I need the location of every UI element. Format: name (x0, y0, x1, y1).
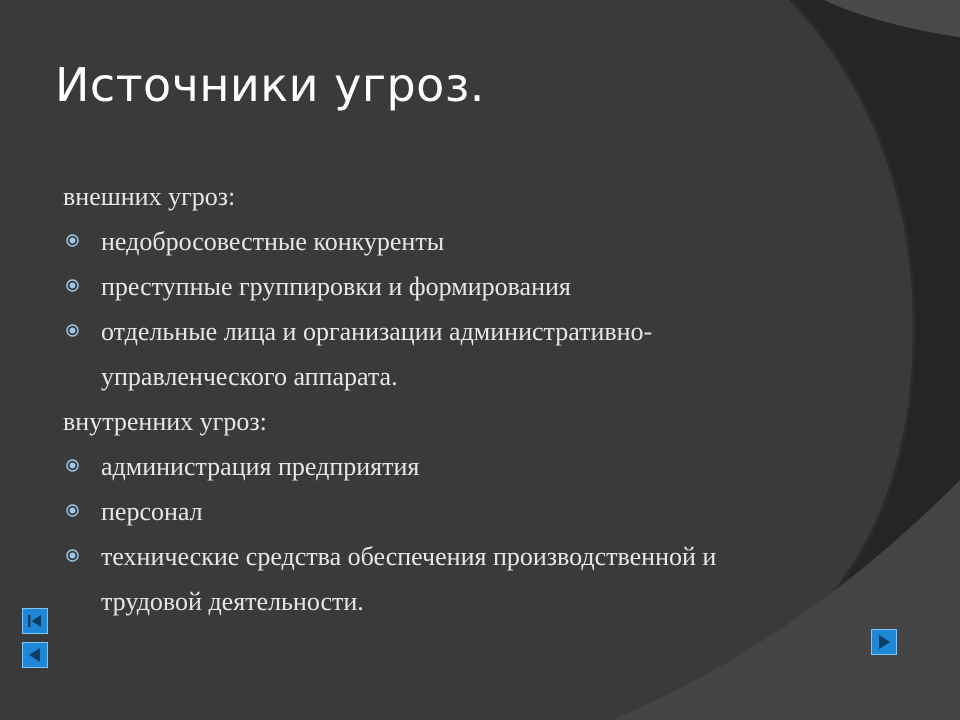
next-slide-icon (871, 629, 897, 655)
section-heading-internal: внутренних угроз: (63, 407, 267, 436)
first-slide-icon (22, 608, 48, 634)
circle-bullet-icon (66, 279, 79, 292)
list-item-text: преступные группировки и формирования (101, 272, 571, 301)
list-item (63, 264, 823, 309)
external-threats-list (63, 219, 823, 399)
previous-slide-icon (22, 642, 48, 668)
slide-title: Источники угроз. (55, 58, 485, 112)
list-item (63, 534, 823, 624)
circle-bullet-icon (66, 504, 79, 517)
circle-bullet-icon (66, 549, 79, 562)
list-item-text: администрация предприятия (101, 452, 420, 481)
list-item (63, 489, 823, 534)
list-item-text: недобросовестные конкуренты (101, 227, 445, 256)
slide-content (63, 174, 823, 624)
internal-threats-list (63, 444, 823, 624)
next-slide-button[interactable] (871, 629, 897, 655)
list-item (63, 309, 823, 399)
section-heading-external: внешних угроз: (63, 182, 236, 211)
first-slide-button[interactable] (22, 608, 48, 634)
list-item (63, 444, 823, 489)
list-item-text: технические средства обеспечения производственной и трудовой деятельности. (101, 542, 717, 616)
circle-bullet-icon (66, 459, 79, 472)
list-item (63, 219, 823, 264)
previous-slide-button[interactable] (22, 642, 48, 668)
list-item-text: персонал (101, 497, 203, 526)
circle-bullet-icon (66, 234, 79, 247)
circle-bullet-icon (66, 324, 79, 337)
list-item-text: отдельные лица и организации административно-управленческого аппарата. (101, 317, 653, 391)
